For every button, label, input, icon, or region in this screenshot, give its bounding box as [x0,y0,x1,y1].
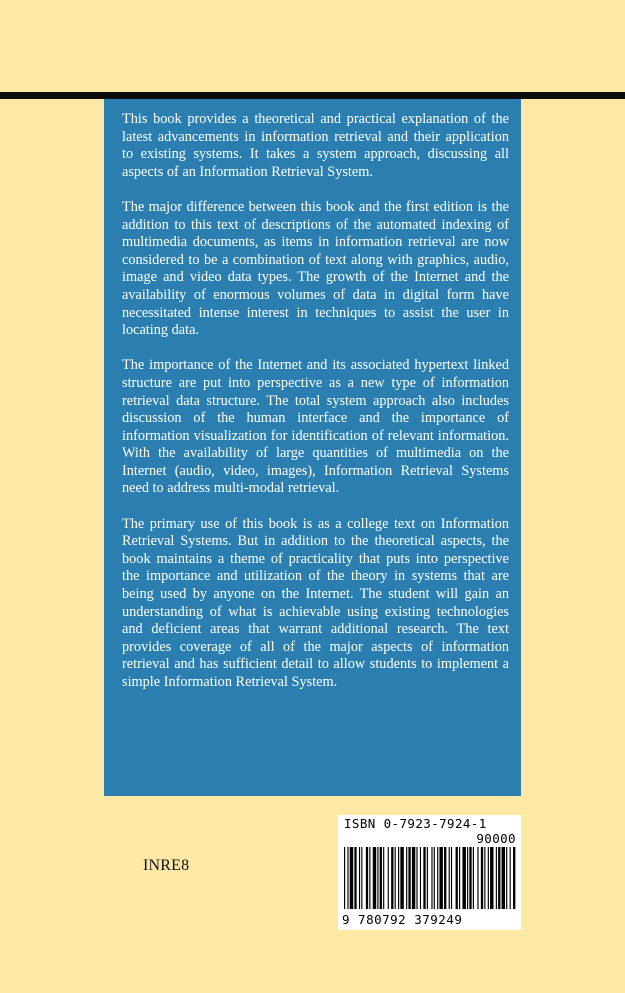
barcode-bar [502,847,505,909]
barcode-bar [427,847,428,909]
barcode-bar [477,847,478,909]
blurb-paragraph: The primary use of this book is as a college text on Information Retrieval Systems. But in addition to the theoretical aspects, the book maintains a theme of practicality that puts into perspective the importance and utilization of the theory in systems that are being used by anyone on the Internet. The student will gain an understanding of what is achievable using existing technologies and deficient areas that warrant additional research. The text provides coverage of all of the major aspects of information retrieval and has sufficient detail to allow students to implement a simple Information Retrieval System. [122,515,509,690]
barcode-bar [439,847,442,909]
barcode-bar [366,847,368,909]
blurb-paragraph: The major difference between this book and the first edition is the addition to this text of descriptions of the automated indexing of multimedia documents, as items in information retrieval are now considered to be a combination of text along with graphics, audio, image and video data types. The growth of the Internet and the availability of enormous volumes of data in digital form have necessitated intense interest in techniques to assist the user in locating data. [122,198,509,339]
barcode-bar [395,847,396,909]
blurb-panel [104,99,521,796]
barcode-bar [373,847,376,909]
barcode-bar [473,847,474,909]
barcode-bar [506,847,507,909]
barcode-bar [431,847,432,909]
barcode-bar [400,847,403,909]
catalog-code: INRE8 [143,857,190,874]
barcode-bars-icon [342,847,517,911]
blurb-paragraph: The importance of the Internet and its associated hypertext linked structure are put into perspective as a new type of information retrieval data structure. The total system approach also includes discussion of the human interface and the importance of information visualization for identification of relevant information. With the availability of large quantities of multimedia on the Internet (audio, video, images), Information Retrieval Systems need to address multi-modal retrieval. [122,357,509,497]
barcode-bar [420,847,421,909]
barcode-bar [354,847,356,909]
barcode-bar [408,847,410,909]
barcode-bar [467,847,468,909]
barcode-bar [412,847,415,909]
barcode-bar [350,847,353,909]
barcode-bar [469,847,471,909]
barcode-bar [490,847,493,909]
barcode-bar [510,847,511,909]
barcode-bar [498,847,500,909]
barcode-bar [416,847,417,909]
barcode-bar [437,847,438,909]
barcode-bar [423,847,425,909]
barcode-bar [434,847,435,909]
barcode-bar [481,847,483,909]
barcode-bar [462,847,465,909]
barcode-bar [377,847,378,909]
barcode-bar [484,847,485,909]
barcode-bar [398,847,399,909]
barcode-bar [459,847,460,909]
barcode-label [338,815,521,930]
barcode-bar [456,847,458,909]
isbn-text: ISBN 0-7923-7924-1 [344,816,487,831]
barcode-bar [406,847,407,909]
barcode-bar [488,847,489,909]
barcode-bar [361,847,362,909]
blurb-paragraph: This book provides a theoretical and practical explanation of the latest advancements in information retrieval and their application to existing systems. It takes a system approach, discussing all aspects of an Information Retrieval System. [122,111,509,180]
price-code: 90000 [476,831,516,846]
barcode-bar [496,847,497,909]
barcode-bar [380,847,382,909]
barcode-bar [347,847,348,909]
barcode-bar [451,847,452,909]
barcode-bar [383,847,384,909]
barcode-bar [369,847,370,909]
barcode-bar [388,847,389,909]
barcode-bar [444,847,446,909]
barcode-bar [449,847,450,909]
barcode-bar [359,847,360,909]
barcode-bar [513,847,515,909]
top-band [0,92,625,99]
barcode-bar [344,847,345,909]
barcode-bar [391,847,393,909]
ean-digits: 9 780792 379249 [342,912,463,927]
